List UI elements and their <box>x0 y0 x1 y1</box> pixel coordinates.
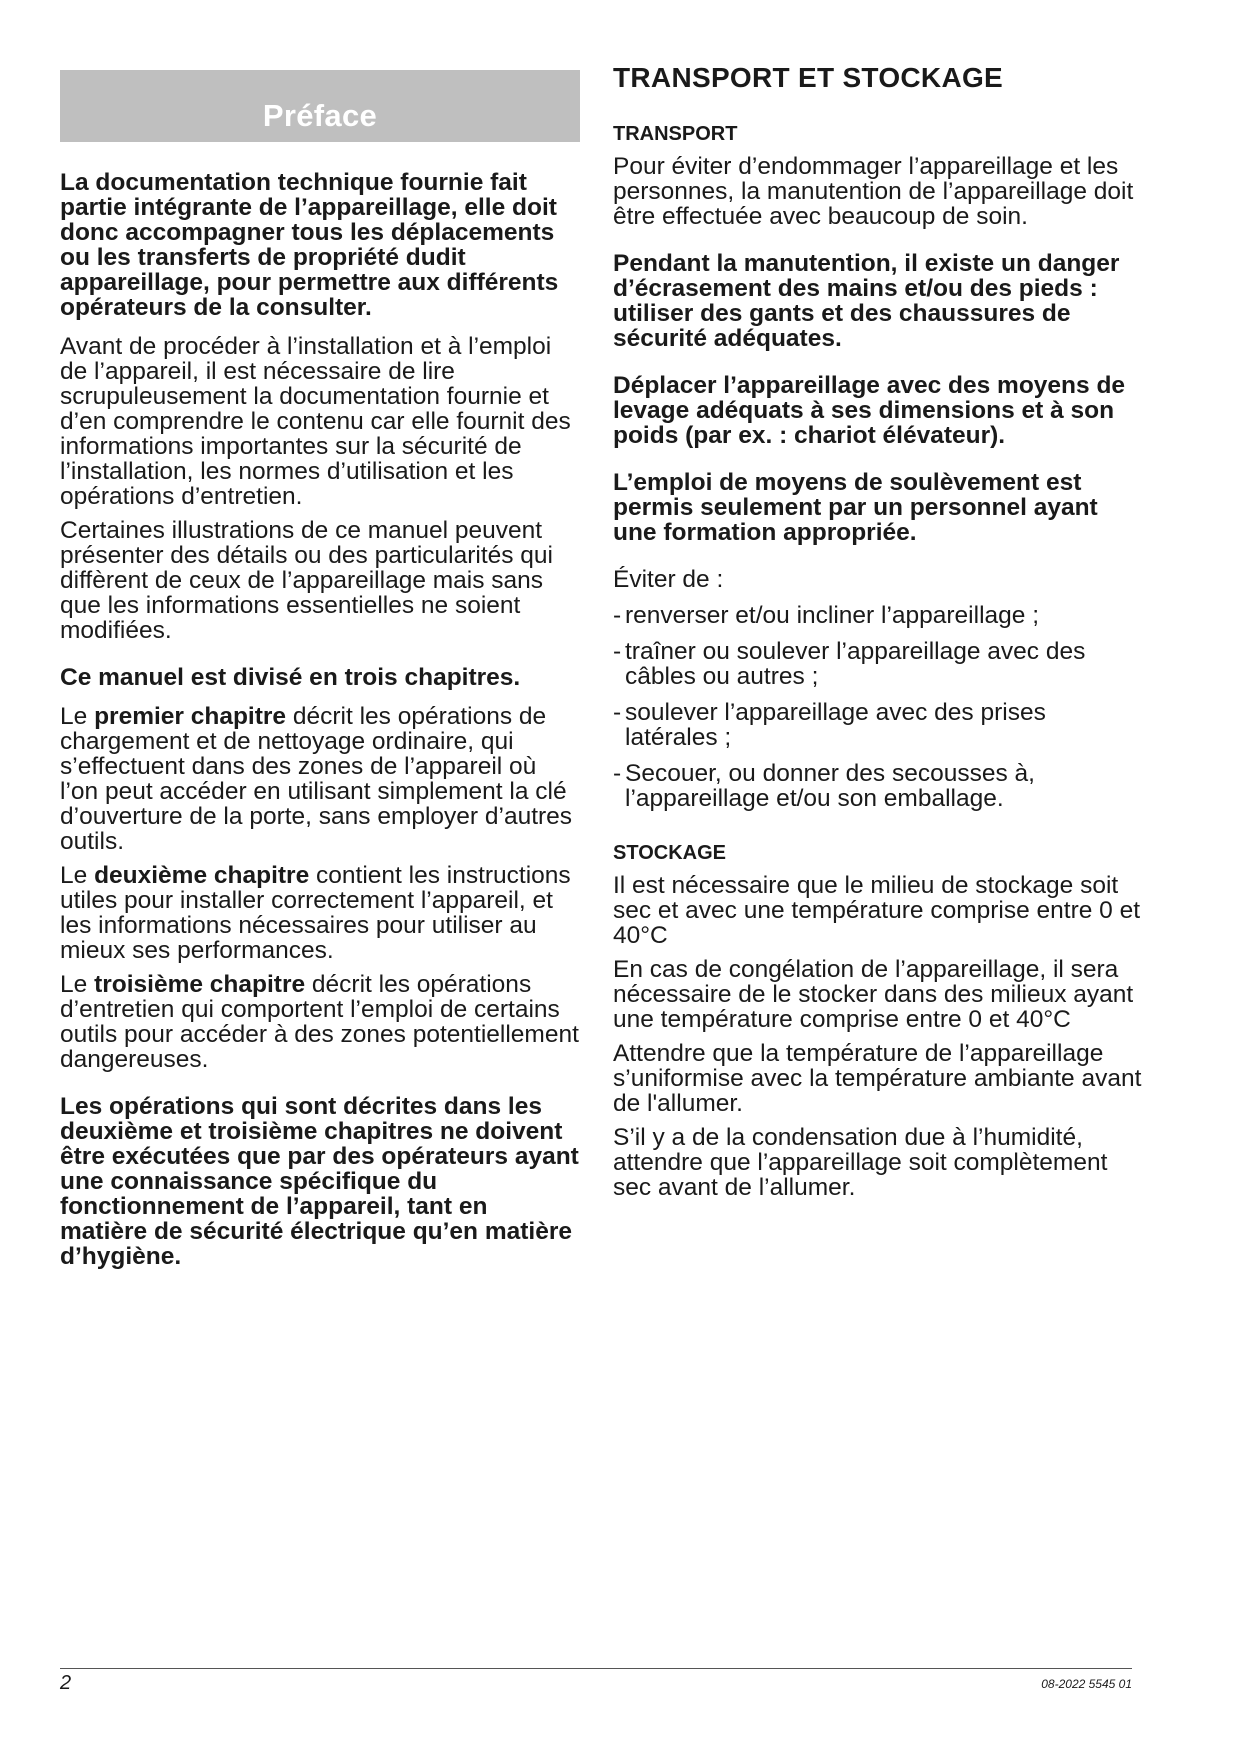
storage-heading: STOCKAGE <box>613 842 726 864</box>
list-item: - traîner ou soulever l’appareillage avec des câbles ou autres ; <box>613 639 1143 689</box>
chapter-1-prefix: Le <box>60 703 95 730</box>
transport-warning-3: L’emploi de moyens de soulèvement est permis seulement par un personnel ayant une formation appropriée. <box>613 469 1098 546</box>
footer-divider <box>60 1668 1132 1669</box>
page-number: 2 <box>60 1672 72 1694</box>
chapter-1-name: premier chapitre <box>94 703 287 730</box>
preface-warning: Les opérations qui sont décrites dans les deuxième et troisième chapitres ne doivent être exécutées que par des opérateurs ayant une connaissance spécifique du fonctionnement de l’appareil, tant en matière de sécurité électrique qu’en matière d’hygiène. <box>60 1093 579 1270</box>
chapter-1-description <box>60 704 580 854</box>
document-code: 08-2022 5545 01 <box>1041 1677 1132 1691</box>
transport-storage-title: TRANSPORT ET STOCKAGE <box>613 62 1004 93</box>
chapter-1-text: décrit les opérations de chargement et de nettoyage ordinaire, qui s’effectuent dans des zones de l’appareil où l’on peut accéder en utilisant simplement la clé d’ouverture de la porte, sans employer d’autres outils. <box>60 703 573 855</box>
preface-para-1: Avant de procéder à l’installation et à l’emploi de l’appareil, il est nécessaire de lire scrupuleusement la documentation fournie et d’en comprendre le contenu car elle fournit des informations importantes sur la sécurité de l’installation, les normes d’utilisation et les opérations d’entretien. <box>60 333 571 510</box>
chapter-2-name: deuxième chapitre <box>94 862 310 889</box>
list-item: - Secouer, ou donner des secousses à, l’appareillage et/ou son emballage. <box>613 761 1143 811</box>
transport-heading: TRANSPORT <box>613 123 738 145</box>
storage-para-4: S’il y a de la condensation due à l’humidité, attendre que l’appareillage soit complètement sec avant de l’allumer. <box>613 1124 1108 1201</box>
transport-storage-column <box>613 62 1143 1200</box>
chapter-2-prefix: Le <box>60 862 95 889</box>
preface-column <box>60 70 580 1269</box>
chapter-3-description <box>60 972 580 1072</box>
chapter-3-name: troisième chapitre <box>94 971 306 998</box>
transport-warning-1: Pendant la manutention, il existe un danger d’écrasement des mains et/ou des pieds : utiliser des gants et des chaussures de sécurité adéquates. <box>613 250 1120 352</box>
chapters-heading: Ce manuel est divisé en trois chapitres. <box>60 664 521 691</box>
list-item: - soulever l’appareillage avec des prises latérales ; <box>613 700 1143 750</box>
list-item: - renverser et/ou incliner l’appareillage ; <box>613 603 1143 628</box>
chapter-3-text: décrit les opérations d’entretien qui comportent l’emploi de certains outils pour accéder à des zones potentiellement dangereuses. <box>60 971 579 1073</box>
chapter-2-description <box>60 863 580 963</box>
preface-title: Préface <box>262 98 378 133</box>
storage-para-1: Il est nécessaire que le milieu de stockage soit sec et avec une température comprise entre 0 et 40°C <box>613 872 1141 949</box>
preface-banner <box>60 70 580 142</box>
avoid-list <box>613 603 1143 811</box>
storage-para-3: Attendre que la température de l’appareillage s’uniformise avec la température ambiante avant de l'allumer. <box>613 1040 1142 1117</box>
transport-text: Pour éviter d’endommager l’appareillage et les personnes, la manutention de l’appareillage doit être effectuée avec beaucoup de soin. <box>613 153 1134 230</box>
chapter-3-prefix: Le <box>60 971 95 998</box>
storage-para-2: En cas de congélation de l’appareillage, il sera nécessaire de le stocker dans des milieux ayant une température comprise entre 0 et 40°C <box>613 956 1134 1033</box>
preface-intro: La documentation technique fournie fait partie intégrante de l’appareillage, elle doit donc accompagner tous les déplacements ou les transferts de propriété dudit appareillage, pour permettre aux différents opérateurs de la consulter. <box>60 169 559 321</box>
transport-warning-2: Déplacer l’appareillage avec des moyens de levage adéquats à ses dimensions et à son poids (par ex. : chariot élévateur). <box>613 372 1126 449</box>
preface-para-2: Certaines illustrations de ce manuel peuvent présenter des détails ou des particularités qui diffèrent de ceux de l’appareillage mais sans que les informations essentielles ne soient modifiées. <box>60 517 554 644</box>
avoid-label: Éviter de : <box>613 566 724 593</box>
chapter-2-text: contient les instructions utiles pour installer correctement l’appareil, et les informations nécessaires pour utiliser au mieux ses performances. <box>60 862 571 964</box>
